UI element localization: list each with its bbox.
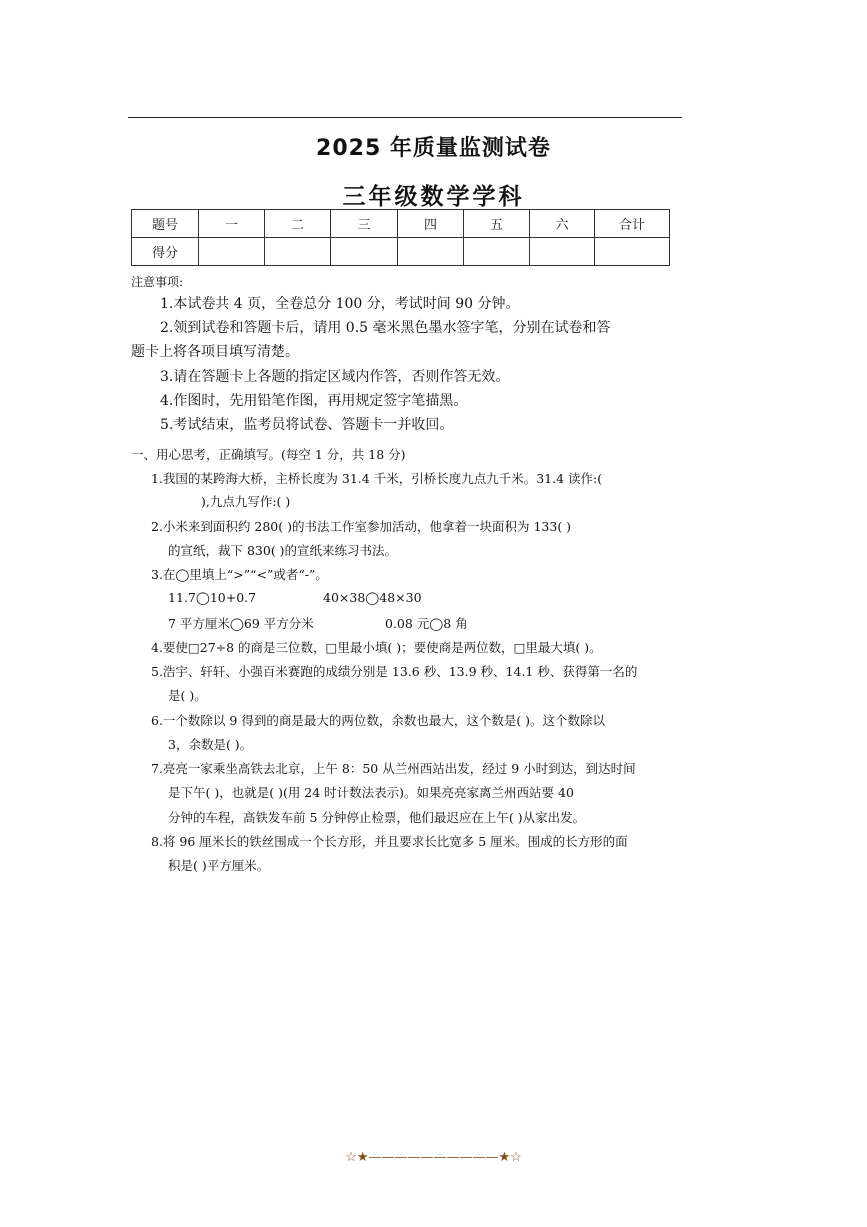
question-line: 5.浩宇、轩轩、小强百米赛跑的成绩分别是 13.6 秒、13.9 秒、14.1 秒、获得第一名的 — [151, 664, 638, 679]
page-footer — [0, 1150, 867, 1165]
notice-item: 2.领到试卷和答题卡后，请用 0.5 毫米黑色墨水签字笔，分别在试卷和答 — [160, 320, 611, 336]
notice-item: 4.作图时，先用铅笔作图，再用规定签字笔描黑。 — [160, 393, 468, 409]
score-input-cell[interactable] — [530, 238, 595, 266]
question-line: 是下午( )，也就是( )(用 24 时计数法表示)。如果亮亮家离兰州西站要 40 — [168, 785, 574, 800]
score-input-cell[interactable] — [398, 238, 464, 266]
question-line: 3，余数是( )。 — [168, 737, 253, 752]
question-line: 2.小米来到面积约 280( )的书法工作室参加活动，他拿着一块面积为 133( ) — [151, 519, 572, 534]
top-rule — [128, 117, 682, 118]
score-input-cell[interactable] — [199, 238, 265, 266]
notice-item: 5.考试结束，监考员将试卷、答题卡一并收回。 — [160, 417, 454, 433]
compare-item: 7 平方厘米◯69 平方分米 — [168, 616, 314, 631]
question-line: ),九点九写作:( ) — [201, 494, 291, 509]
score-cell: 二 — [265, 210, 331, 238]
footer-stars-left: ☆★ — [345, 1150, 369, 1165]
notice-item: 3.请在答题卡上各题的指定区域内作答，否则作答无效。 — [160, 369, 510, 385]
question-line: 4.要使□27÷8 的商是三位数，□里最小填( )；要使商是两位数，□里最大填( )。 — [151, 640, 602, 655]
question-line: 积是( )平方厘米。 — [168, 858, 270, 873]
score-table-score-row — [132, 238, 670, 266]
notice-item: 题卡上将各项目填写清楚。 — [131, 344, 299, 360]
score-cell: 六 — [530, 210, 595, 238]
compare-item: 11.7◯10+0.7 — [168, 590, 257, 605]
score-cell: 得分 — [132, 238, 199, 266]
score-cell: 四 — [398, 210, 464, 238]
score-cell: 三 — [331, 210, 398, 238]
compare-item: 0.08 元◯8 角 — [385, 616, 468, 631]
score-cell: 一 — [199, 210, 265, 238]
score-table — [131, 209, 670, 266]
score-cell: 五 — [464, 210, 530, 238]
question-line: 的宣纸，裁下 830( )的宣纸来练习书法。 — [168, 543, 398, 558]
notice-heading: 注意事项: — [131, 275, 184, 289]
question-line: 3.在◯里填上“>”“<”或者“-”。 — [151, 567, 328, 582]
score-cell: 题号 — [132, 210, 199, 238]
question-line: 8.将 96 厘米长的铁丝围成一个长方形，并且要求长比宽多 5 厘米。围成的长方形的面 — [151, 834, 628, 849]
page-subtitle: 三年级数学学科 — [342, 184, 525, 210]
question-line: 1.我国的某跨海大桥，主桥长度为 31.4 千米，引桥长度九点九千米。31.4 读作:( — [151, 471, 603, 486]
footer-stars-right: ★☆ — [498, 1150, 522, 1165]
compare-item: 40×38◯48×30 — [323, 590, 422, 605]
question-line: 是( )。 — [168, 688, 207, 703]
page-title: 2025 年质量监测试卷 — [316, 136, 551, 161]
score-input-cell[interactable] — [595, 238, 670, 266]
question-line: 6.一个数除以 9 得到的商是最大的两位数，余数也最大，这个数是( )。这个数除以 — [151, 713, 606, 728]
score-input-cell[interactable] — [464, 238, 530, 266]
section-heading: 一、用心思考，正确填写。(每空 1 分，共 18 分) — [131, 447, 406, 462]
score-table-header-row — [132, 210, 670, 238]
notice-item: 1.本试卷共 4 页，全卷总分 100 分，考试时间 90 分钟。 — [160, 296, 520, 312]
score-input-cell[interactable] — [265, 238, 331, 266]
score-input-cell[interactable] — [331, 238, 398, 266]
score-cell: 合计 — [595, 210, 670, 238]
question-line: 7.亮亮一家乘坐高铁去北京，上午 8：50 从兰州西站出发，经过 9 小时到达，到达时间 — [151, 761, 636, 776]
question-line: 分钟的车程，高铁发车前 5 分钟停止检票，他们最迟应在上午( )从家出发。 — [168, 810, 586, 825]
footer-divider: —————————— — [368, 1150, 499, 1165]
